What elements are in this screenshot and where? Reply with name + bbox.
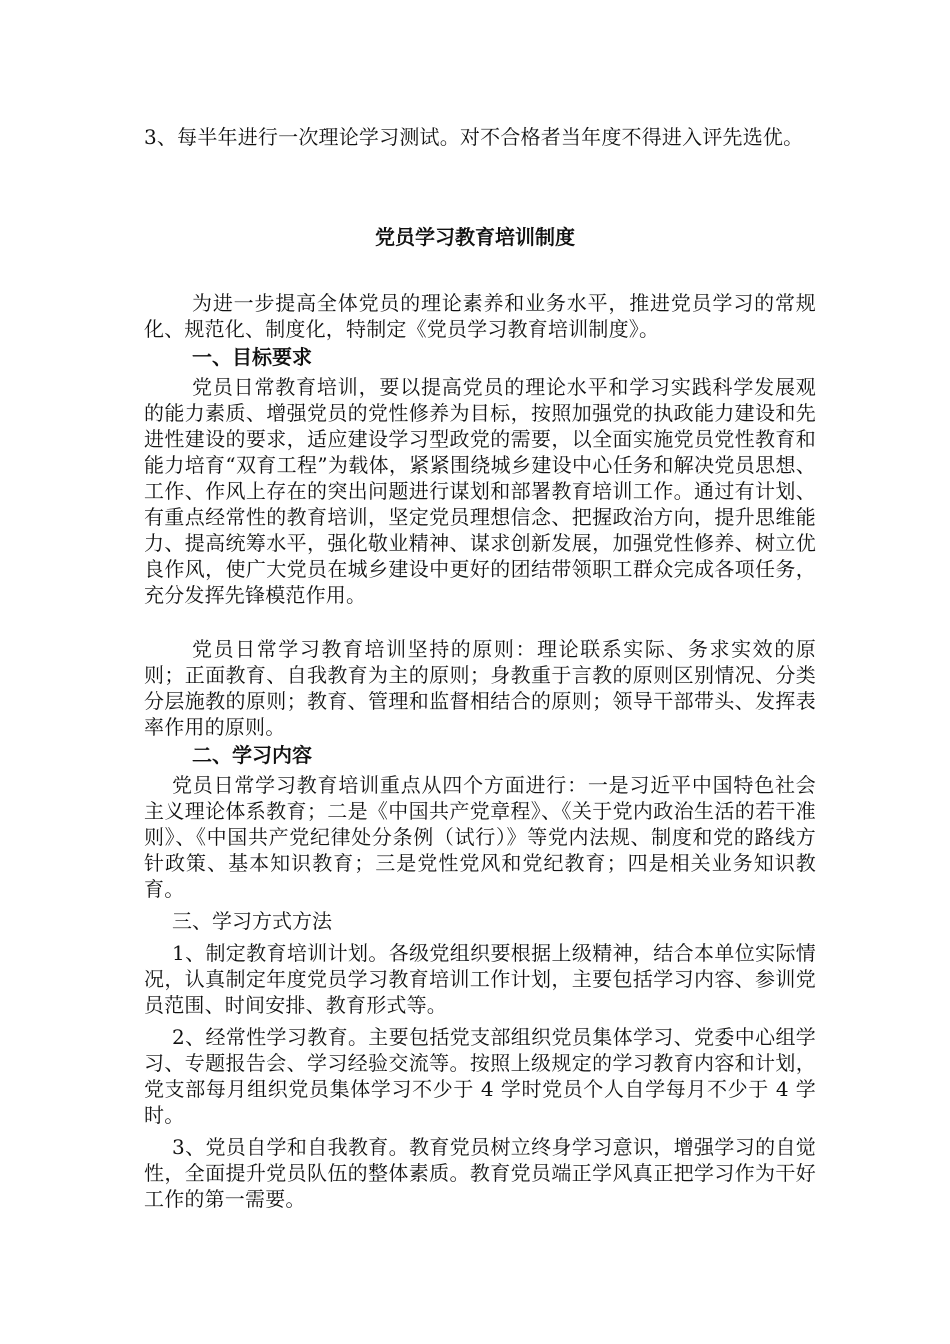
section3-item2: 2、经常性学习教育。主要包括党支部组织党员集体学习、党委中心组学习、专题报告会、学习经验交流等。按照上级规定的学习教育内容和计划，党支部每月组织党员集体学习不少于 4 学时党员个人自学每月不少于 4 学时。 [144,1025,816,1127]
section1-paragraph2: 党员日常学习教育培训坚持的原则：理论联系实际、务求实效的原则；正面教育、自我教育为主的原则；身教重于言教的原则区别情况、分类分层施教的原则；教育、管理和监督相结合的原则；领导干部带头、发挥表率作用的原则。 [144,637,816,739]
section1-heading: 一、目标要求 [192,345,312,369]
section1-paragraph1: 党员日常教育培训，要以提高党员的理论水平和学习实践科学发展观的能力素质、增强党员的党性修养为目标，按照加强党的执政能力建设和先进性建设的要求，适应建设学习型政党的需要，以全面实施党员党性教育和能力培育“双育工程”为载体，紧紧围绕城乡建设中心任务和解决党员思想、工作、作风上存在的突出问题进行谋划和部署教育培训工作。通过有计划、有重点经常性的教育培训，坚定党员理想信念、把握政治方向，提升思维能力、提高统筹水平，强化敬业精神、谋求创新发展，加强党性修养、树立优良作风，使广大党员在城乡建设中更好的团结带领职工群众完成各项任务，充分发挥先锋模范作用。 [144,375,816,607]
section3-item1: 1、制定教育培训计划。各级党组织要根据上级精神，结合本单位实际情况，认真制定年度党员学习教育培训工作计划，主要包括学习内容、参训党员范围、时间安排、教育形式等。 [144,941,816,1017]
preface-paragraph: 为进一步提高全体党员的理论素养和业务水平，推进党员学习的常规化、规范化、制度化，特制定《党员学习教育培训制度》。 [144,291,816,341]
section3-item3: 3、党员自学和自我教育。教育党员树立终身学习意识，增强学习的自觉性，全面提升党员队伍的整体素质。教育党员端正学风真正把学习作为干好工作的第一需要。 [144,1135,816,1211]
section3-heading: 三、学习方式方法 [172,909,332,933]
section2-paragraph1: 党员日常学习教育培训重点从四个方面进行：一是习近平中国特色社会主义理论体系教育；二是《中国共产党章程》、《关于党内政治生活的若干准则》、《中国共产党纪律处分条例（试行）》等党内法规、制度和党的路线方针政策、基本知识教育；三是党性党风和党纪教育；四是相关业务知识教育。 [144,773,816,901]
section2-heading: 二、学习内容 [192,743,312,767]
intro-item-3: 3、每半年进行一次理论学习测试。对不合格者当年度不得进入评先选优。 [144,125,804,149]
document-title: 党员学习教育培训制度 [375,225,575,249]
